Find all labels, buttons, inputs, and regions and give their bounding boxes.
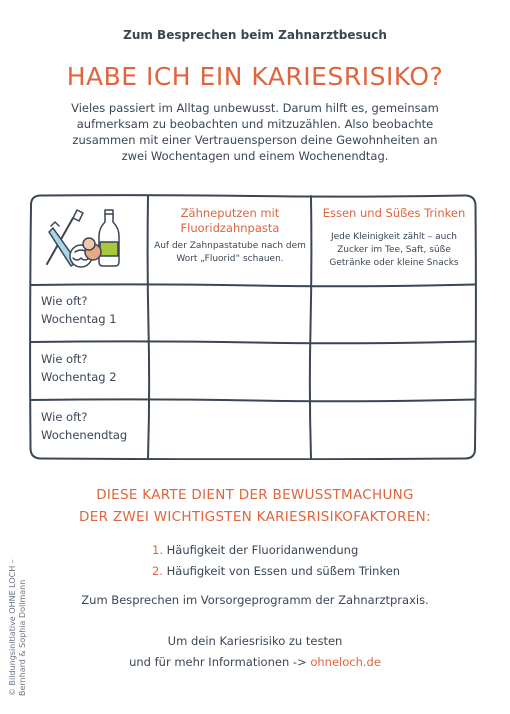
row-label-day: Wochentag 1 — [41, 312, 117, 326]
website-link[interactable]: ohneloch.de — [310, 655, 381, 669]
column-header-eating — [317, 206, 471, 270]
entry-cell-brushing-weekend[interactable] — [151, 403, 308, 456]
info-line-1: Um dein Kariesrisiko zu testen — [167, 634, 343, 648]
list-item-text: Häufigkeit der Fluoridanwendung — [166, 543, 359, 557]
entry-cell-eating-weekend[interactable] — [314, 403, 472, 456]
entry-cell-brushing-weekday-1[interactable] — [151, 288, 308, 340]
list-item — [152, 540, 400, 561]
tracking-table — [29, 194, 477, 460]
card-subtitle: Zum Besprechen beim Zahnarztbesuch — [123, 28, 387, 42]
copyright-line-1: © Bildungsinitiative OHNE LOCH – — [8, 559, 17, 696]
entry-cell-eating-weekday-1[interactable] — [314, 288, 472, 340]
entry-cell-brushing-weekday-2[interactable] — [151, 345, 308, 397]
list-item-number: 2. — [152, 564, 163, 578]
info-line-2-text: und für mehr Informationen -> — [129, 655, 307, 669]
copyright-line-2: Bernhard & Sophia Dollmann — [18, 579, 27, 696]
page-title: HABE ICH EIN KARIESRISIKO? — [66, 62, 444, 91]
row-label-question: Wie oft? — [41, 410, 88, 424]
column-title-brushing: Zähneputzen mit Fluoridzahnpasta — [180, 206, 280, 235]
list-item — [152, 561, 400, 582]
risk-factors-heading-line-2: DER ZWEI WICHTIGSTEN KARIESRISIKOFAKTOREN: — [79, 509, 431, 525]
row-label-question: Wie oft? — [41, 294, 88, 308]
toothbrush-and-food-icon — [43, 204, 135, 276]
intro-text: Vieles passiert im Alltag unbewusst. Darum hilft es, gemeinsam aufmerksam zu beobachten und mitzuzählen. Also beobachte zusammen mit einer Vertrauensperson deine Gewohnheiten an zwei Wochentagen und einem Wochenendtag. — [71, 101, 439, 163]
entry-cell-eating-weekday-2[interactable] — [314, 345, 472, 397]
row-label-question: Wie oft? — [41, 352, 88, 366]
list-item-number: 1. — [152, 543, 163, 557]
copyright-notice — [8, 559, 28, 696]
row-label-weekday-1 — [41, 292, 145, 328]
row-label-weekday-2 — [41, 350, 145, 386]
column-note-eating: Jede Kleinigkeit zählt – auch Zucker im Tee, Saft, süße Getränke oder kleine Snacks — [329, 232, 459, 268]
column-note-brushing: Auf der Zahnpastatube nach dem Wort „Fluorid“ schauen. — [154, 241, 306, 264]
info-line-2 — [0, 655, 510, 669]
column-title-eating: Essen und Süßes Trinken — [322, 206, 466, 220]
program-note: Zum Besprechen im Vorsorgeprogramm der Zahnarztpraxis. — [81, 593, 429, 607]
row-label-day: Wochentag 2 — [41, 370, 117, 384]
risk-factor-list — [152, 540, 400, 582]
row-label-weekend — [41, 408, 145, 444]
list-item-text: Häufigkeit von Essen und süßem Trinken — [166, 564, 401, 578]
row-label-day: Wochenendtag — [41, 428, 128, 442]
risk-factors-heading-line-1: DIESE KARTE DIENT DER BEWUSSTMACHUNG — [96, 487, 414, 503]
risk-factors-heading — [0, 484, 510, 528]
column-header-brushing — [153, 206, 307, 266]
